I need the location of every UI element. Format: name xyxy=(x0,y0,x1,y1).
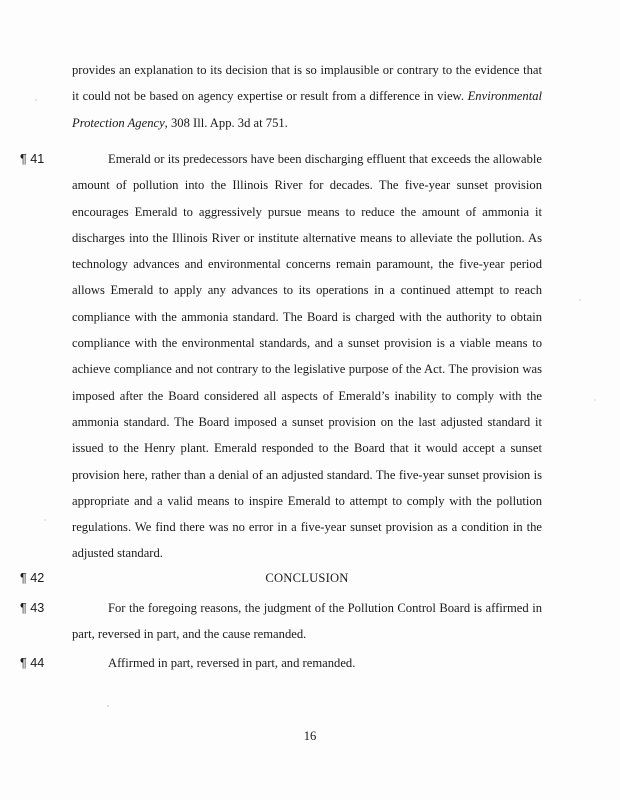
section-heading-conclusion: CONCLUSION xyxy=(265,571,349,585)
continuation-text: provides an explanation to its decision that is so implausible or contrary to the evidence that it could not be based on agency expertise or result from a difference in view. xyxy=(72,63,542,104)
case-citation-reporter: , 308 Ill. App. 3d at 751. xyxy=(164,115,288,130)
paragraph-marker-43: ¶ 43 xyxy=(20,601,45,615)
case-citation-name: Environmental Protection Agency xyxy=(72,89,542,130)
paragraph-marker-44: ¶ 44 xyxy=(20,656,45,670)
page-number: 16 xyxy=(303,729,317,743)
paragraph-marker-41: ¶ 41 xyxy=(20,152,45,166)
paragraph-41-text: Emerald or its predecessors have been discharging effluent that exceeds the allowable amount of pollution into the Illinois River for decades. The five-year sunset provision encourages Emerald to aggressively pursue means to reduce the amount of ammonia it discharges into the Illinois River or institute alternative means to alleviate the pollution. As technology advances and environmental concerns remain paramount, the five-year period allows Emerald to apply any advances to its operations in a continued attempt to reach compliance with the ammonia standard. The Board is charged with the authority to obtain compliance with the environmental standards, and a sunset provision is a viable means to achieve compliance and not contrary to the legislative purpose of the Act. The provision was imposed after the Board considered all aspects of Emerald’s inability to comply with the ammonia standard. The Board imposed a sunset provision on the last adjusted standard it issued to the Henry plant. Emerald responded to the Board that it would accept a sunset provision here, rather than a denial of an adjusted standard. The five-year sunset provision is appropriate and a valid means to inspire Emerald to attempt to comply with the pollution regulations. We find there was no error in a five-year sunset provision as a condition in the adjusted standard. xyxy=(72,152,542,561)
paragraph-44-text: Affirmed in part, reversed in part, and remanded. xyxy=(108,656,356,670)
scan-speck xyxy=(35,99,36,100)
paragraph-marker-42: ¶ 42 xyxy=(20,571,45,585)
scan-speck xyxy=(44,519,45,520)
scan-speck xyxy=(594,399,595,400)
paragraph-43-text: For the foregoing reasons, the judgment of the Pollution Control Board is affirmed in part, reversed in part, and the cause remanded. xyxy=(72,601,542,642)
scan-speck xyxy=(579,299,581,301)
scan-speck xyxy=(107,705,108,706)
continuation-paragraph xyxy=(72,57,542,136)
